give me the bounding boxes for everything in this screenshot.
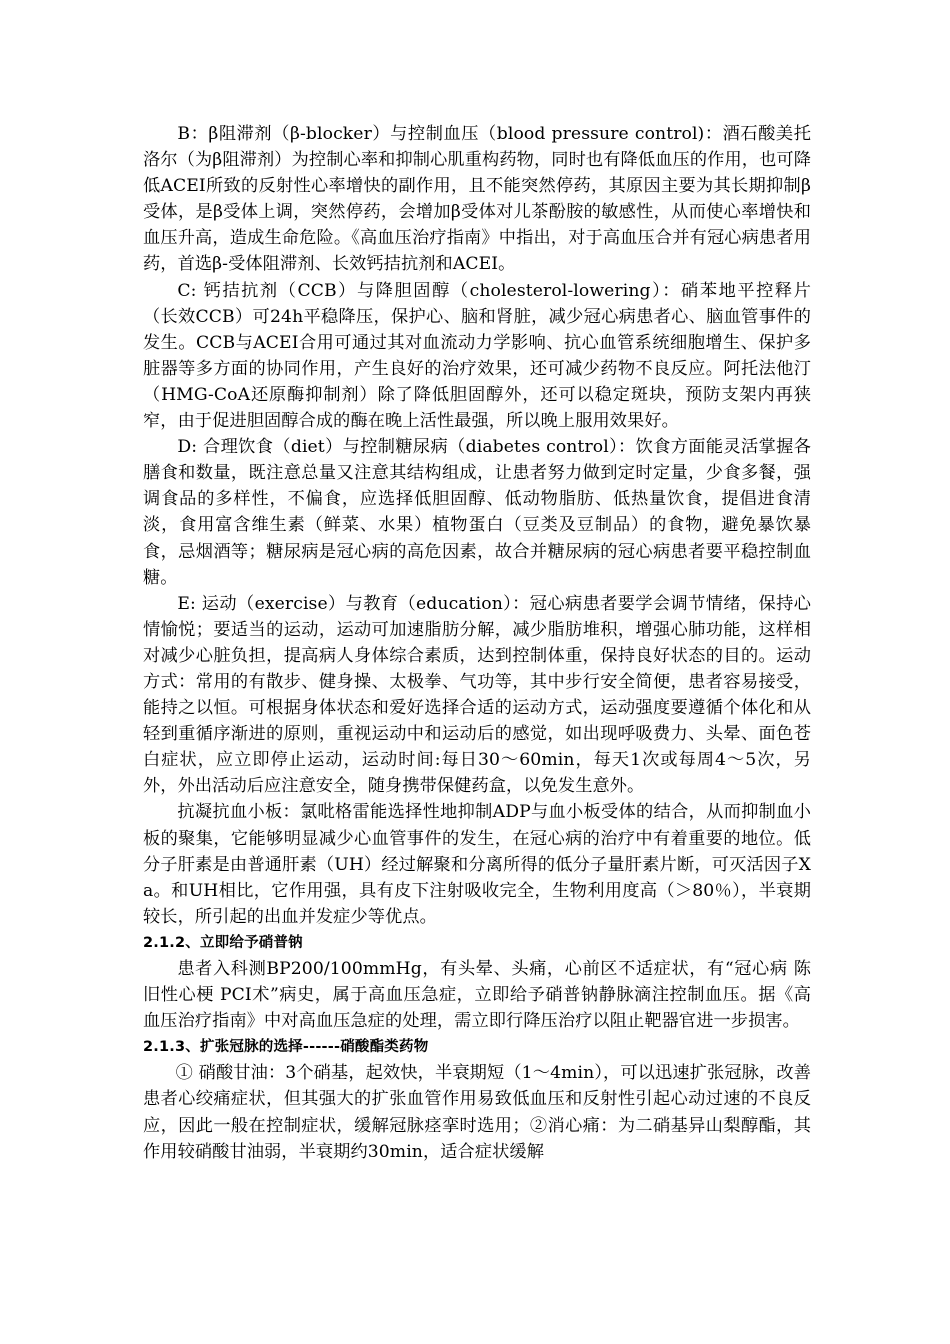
paragraph-exercise: E: 运动（exercise）与教育（education）：冠心病患者要学会调节情绪，保持心情愉悦；要适当的运动，运动可加速脂肪分解，减少脂肪堆积，增强心肺功能，这样相对减少心脏负担，提高病人身体综合素质，达到控制体重，保持良好状态的目的。运动方式：常用的有散步、健身操、太极拳、气功等，其中步行安全简便，患者容易接受，能持之以恒。可根据身体状态和爱好选择合适的运动方式，运动强度要遵循个体化和从轻到重循序渐进的原则，重视运动中和运动后的感觉，如出现呼吸费力、头晕、面色苍白症状，应立即停止运动，运动时间:每日30～60min，每天1次或每周4～5次，另外，外出活动后应注意安全，随身携带保健药盒，以免发生意外。 <box>143 593 811 797</box>
section-heading-2-1-2: 2.1.2、立即给予硝普钠 <box>143 934 303 951</box>
paragraph-antiplatelet: 抗凝抗血小板：氯吡格雷能选择性地抑制ADP与血小板受体的结合，从而抑制血小板的聚集，它能够明显减少心血管事件的发生，在冠心病的治疗中有着重要的地位。低分子肝素是由普通肝素（UH）经过解聚和分离所得的低分子量肝素片断，可灭活因子Ⅹa。和UH相比，它作用强，具有皮下注射吸收完全，生物利用度高（＞80％），半衰期较长，所引起的出血并发症少等优点。 <box>143 802 811 927</box>
paragraph-diet: D: 合理饮食（diet）与控制糖尿病（diabetes control）：饮食方面能灵活掌握各膳食和数量，既注意总量又注意其结构组成，让患者努力做到定时定量，少食多餐，强调食品的多样性，不偏食，应选择低胆固醇、低动物脂肪、低热量饮食，提倡进食清淡，食用富含维生素（鲜菜、水果）植物蛋白（豆类及豆制品）的食物，避免暴饮暴食，忌烟酒等；糖尿病是冠心病的高危因素，故合并糖尿病的冠心病患者要平稳控制血糖。 <box>143 437 811 588</box>
paragraph-ccb: C: 钙拮抗剂（CCB）与降胆固醇（cholesterol-lowering）：硝苯地平控释片（长效CCB）可24h平稳降压，保护心、脑和肾脏，减少冠心病患者心、脑血管事件的发生。CCB与ACEI合用可通过其对血流动力学影响、抗心血管系统细胞增生、保护多脏器等多方面的协同作用，产生良好的治疗效果，还可减少药物不良反应。阿托法他汀（HMG-CoA还原酶抑制剂）除了降低胆固醇外，还可以稳定斑块，预防支架内再狭窄，由于促进胆固醇合成的酶在晚上活性最强，所以晚上服用效果好。 <box>143 280 811 432</box>
paragraph-nitrates: ① 硝酸甘油：3个硝基，起效快，半衰期短（1～4min），可以迅速扩张冠脉，改善患者心绞痛症状，但其强大的扩张血管作用易致低血压和反射性引起心动过速的不良反应，因此一般在控制症状，缓解冠脉痉挛时选用；②消心痛：为二硝基异山梨醇酯，其作用较硝酸甘油弱，半衰期约30min，适合症状缓解 <box>143 1063 811 1162</box>
paragraph-beta-blocker: B：β阻滞剂（β-blocker）与控制血压（blood pressure control)：酒石酸美托洛尔（为β阻滞剂）为控制心率和抑制心肌重构药物，同时也有降低血压的作用，也可降低ACEI所致的反射性心率增快的副作用，且不能突然停药，其原因主要为其长期抑制β受体，是β受体上调，突然停药，会增加β受体对儿茶酚胺的敏感性，从而使心率增快和血压升高，造成生命危险。《高血压治疗指南》中指出，对于高血压合并有冠心病患者用药，首选β-受体阻滞剂、长效钙拮抗剂和ACEI。 <box>143 124 811 275</box>
paragraph-nitroprusside: 患者入科测BP200/100mmHg，有头晕、头痛，心前区不适症状，有“冠心病 陈旧性心梗 PCI术”病史，属于高血压急症，立即给予硝普钠静脉滴注控制血压。据《高血压治疗指南》中对高血压急症的处理，需立即行降压治疗以阻止靶器官进一步损害。 <box>143 959 811 1032</box>
document-body <box>143 121 811 1165</box>
section-heading-2-1-3: 2.1.3、扩张冠脉的选择------硝酸酯类药物 <box>143 1039 429 1056</box>
